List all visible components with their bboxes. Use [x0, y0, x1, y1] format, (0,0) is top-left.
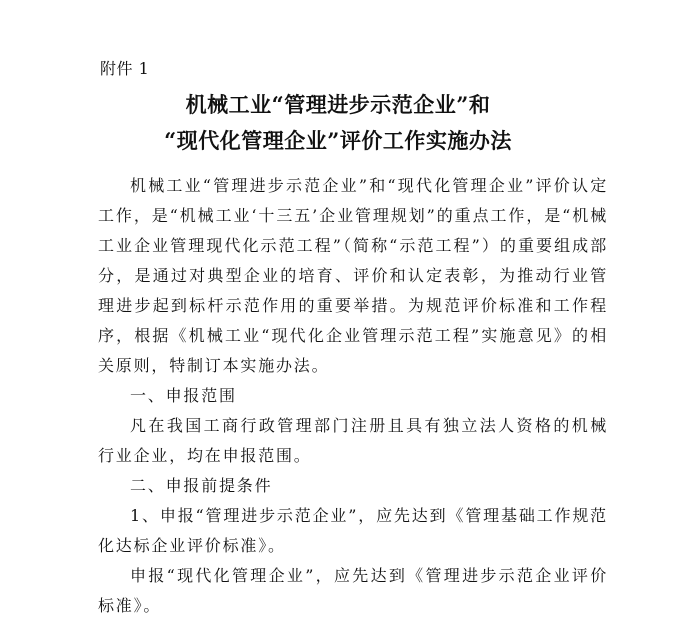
document-title-line-1: 机械工业“管理进步示范企业”和: [185, 92, 491, 117]
intro-paragraph: 机械工业“管理进步示范企业”和“现代化管理企业”评价认定工作，是“机械工业‘十三五’企业管理规划”的重点工作，是“机械工业企业管理现代化示范工程”（简称“示范工程”）的重要组成部分，是通过对典型企业的培育、评价和认定表彰，为推动行业管理进步起到标杆示范作用的重要举措。为规范评价标准和工作程序，根据《机械工业“现代化企业管理示范工程”实施意见》的相关原则，特制订本实施办法。: [98, 176, 608, 375]
condition-paragraph-2: 申报“现代化管理企业”，应先达到《管理进步示范企业评价标准》。: [98, 566, 608, 615]
scope-paragraph: 凡在我国工商行政管理部门注册且具有独立法人资格的机械行业企业，均在申报范围。: [98, 416, 608, 465]
section-heading-scope: 一、申报范围: [130, 386, 237, 405]
attachment-label: 附件 1: [100, 59, 150, 78]
condition-paragraph-1: 1、申报“管理进步示范企业”，应先达到《管理基础工作规范化达标企业评价标准》。: [98, 506, 608, 555]
document-title-line-2: “现代化管理企业”评价工作实施办法: [164, 128, 512, 153]
document-body: [98, 171, 608, 621]
section-heading-prerequisites: 二、申报前提条件: [130, 476, 273, 495]
